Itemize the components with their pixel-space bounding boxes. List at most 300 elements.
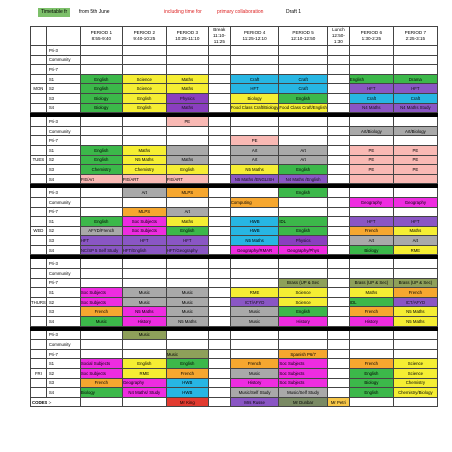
lesson-cell: English [80, 217, 122, 227]
period-time: 11:10-11:25 [212, 33, 226, 44]
period-time: 12:10-12:50 [290, 36, 316, 41]
lesson-cell: French [80, 378, 122, 388]
table-row [31, 117, 438, 127]
lesson-cell: Soc Subjects [279, 378, 328, 388]
period-time: 10:25-11:10 [175, 36, 200, 41]
lesson-cell: French [349, 307, 393, 317]
lesson-cell: MLPS [166, 188, 208, 198]
lesson-cell: Music/Self Study [279, 388, 328, 398]
lesson-cell: Biology [349, 245, 393, 255]
table-row [31, 269, 438, 279]
lesson-cell: History [230, 378, 279, 388]
lesson-cell [230, 349, 279, 359]
lesson-cell: Music [230, 317, 279, 327]
lesson-cell [80, 117, 122, 127]
period-header [349, 27, 393, 46]
lesson-cell: PE [393, 165, 437, 175]
table-row [31, 188, 438, 198]
lesson-cell: Music [166, 349, 208, 359]
lesson-cell [208, 117, 230, 127]
period-time: 9:40-10:25 [133, 36, 156, 41]
lesson-cell: Maths [166, 84, 208, 94]
lesson-cell [80, 269, 122, 279]
lesson-cell [166, 65, 208, 75]
lesson-cell [327, 349, 349, 359]
codes-label: CODES :- [31, 397, 81, 407]
table-row [31, 259, 438, 269]
lesson-cell: Biology [80, 103, 122, 113]
lesson-cell [327, 155, 349, 165]
lesson-cell: Science [122, 84, 166, 94]
lesson-cell: Spanish P6/7 [279, 349, 328, 359]
lesson-cell: Science [393, 359, 437, 369]
lesson-cell: Food Class Craft/Biology [230, 103, 279, 113]
lesson-cell: Art [166, 207, 208, 217]
lesson-cell: Art [349, 236, 393, 246]
timetable-from: from 5th June [79, 9, 110, 15]
lesson-cell: N5 Maths [122, 155, 166, 165]
lesson-cell: English [279, 93, 328, 103]
day-label: WED [31, 226, 47, 236]
lesson-cell: N5 Maths [122, 307, 166, 317]
class-label: S3 [46, 165, 80, 175]
lesson-cell: HWB [230, 226, 279, 236]
lesson-cell [208, 378, 230, 388]
lesson-cell [349, 136, 393, 146]
lesson-cell [208, 197, 230, 207]
lesson-cell [122, 340, 166, 350]
table-row [31, 288, 438, 298]
lesson-cell: Craft [230, 74, 279, 84]
lesson-cell [230, 65, 279, 75]
lesson-cell [122, 65, 166, 75]
lesson-cell: History [122, 317, 166, 327]
lesson-cell [327, 145, 349, 155]
lesson-cell: N5 Maths [393, 317, 437, 327]
period-name: Break [213, 27, 226, 32]
lesson-cell: Music [80, 317, 122, 327]
lesson-cell [208, 174, 230, 184]
table-row [31, 340, 438, 350]
class-label: S1 [46, 359, 80, 369]
lesson-cell [393, 174, 437, 184]
day-label [31, 74, 47, 84]
lesson-cell: Geography [122, 378, 166, 388]
period-header [327, 27, 349, 46]
lesson-cell [80, 188, 122, 198]
lesson-cell: HFT [349, 84, 393, 94]
lesson-cell [80, 340, 122, 350]
lesson-cell [327, 317, 349, 327]
table-row [31, 136, 438, 146]
table-row [31, 307, 438, 317]
header-note-collaboration: primary collaboration [217, 9, 264, 15]
lesson-cell: Geography/RMAR [230, 245, 279, 255]
lesson-cell: Maths [166, 217, 208, 227]
lesson-cell: Geography [349, 197, 393, 207]
period-header [122, 27, 166, 46]
lesson-cell [349, 269, 393, 279]
lesson-cell [122, 136, 166, 146]
day-label [31, 378, 47, 388]
table-row [31, 217, 438, 227]
lesson-cell [279, 330, 328, 340]
class-label: Pri-3 [46, 117, 80, 127]
lesson-cell [166, 330, 208, 340]
class-label: Community [46, 55, 80, 65]
class-label: S3 [46, 93, 80, 103]
lesson-cell [230, 278, 279, 288]
lesson-cell [208, 65, 230, 75]
class-label: S1 [46, 217, 80, 227]
lesson-cell: Art [230, 145, 279, 155]
lesson-cell [208, 245, 230, 255]
lesson-cell [327, 236, 349, 246]
teacher-code: Mr King [166, 397, 208, 407]
lesson-cell: NC/SP 5 Self Study [80, 245, 122, 255]
lesson-cell [208, 297, 230, 307]
lesson-cell [122, 259, 166, 269]
lesson-cell [349, 117, 393, 127]
lesson-cell: Biology [80, 93, 122, 103]
class-label: S1 [46, 288, 80, 298]
lesson-cell: Art [122, 188, 166, 198]
lesson-cell: English [349, 369, 393, 379]
lesson-cell: Brass (UP & Sec) [393, 278, 437, 288]
lesson-cell: HFT [80, 236, 122, 246]
lesson-cell [208, 288, 230, 298]
lesson-cell [327, 165, 349, 175]
lesson-cell [208, 188, 230, 198]
lesson-cell: English [122, 359, 166, 369]
lesson-cell [393, 55, 437, 65]
lesson-cell [80, 65, 122, 75]
lesson-cell [327, 126, 349, 136]
class-label: Community [46, 340, 80, 350]
lesson-cell: Physics [279, 236, 328, 246]
lesson-cell: Biology [349, 378, 393, 388]
lesson-cell: ICT/AFYD [230, 297, 279, 307]
day-label [31, 288, 47, 298]
class-label: Pri-3 [46, 46, 80, 56]
period-header [230, 27, 279, 46]
table-row [31, 317, 438, 327]
lesson-cell: N4 Maths [349, 103, 393, 113]
lesson-cell: Art [393, 236, 437, 246]
lesson-cell [208, 359, 230, 369]
table-row [31, 65, 438, 75]
lesson-cell: PE [393, 155, 437, 165]
lesson-cell: Computing [230, 197, 279, 207]
table-row [31, 278, 438, 288]
lesson-cell [279, 126, 328, 136]
lesson-cell [279, 259, 328, 269]
lesson-cell [327, 65, 349, 75]
lesson-cell: RME [393, 245, 437, 255]
lesson-cell: Soc Subjects [122, 226, 166, 236]
lesson-cell [80, 197, 122, 207]
lesson-cell: Drama [393, 74, 437, 84]
table-row [31, 174, 438, 184]
class-label: S2 [46, 155, 80, 165]
lesson-cell: English [122, 93, 166, 103]
lesson-cell: HFT [393, 84, 437, 94]
lesson-cell [122, 278, 166, 288]
class-label: S4 [46, 317, 80, 327]
class-label: S1 [46, 145, 80, 155]
lesson-cell [327, 103, 349, 113]
day-label [31, 349, 47, 359]
lesson-cell [166, 340, 208, 350]
lesson-cell: Art/Biology [349, 126, 393, 136]
class-label: S2 [46, 84, 80, 94]
lesson-cell: PE [393, 145, 437, 155]
period-header [46, 27, 80, 46]
class-label: Community [46, 269, 80, 279]
lesson-cell [208, 317, 230, 327]
lesson-cell: Chemistry [122, 165, 166, 175]
period-name: PERIOD 1 [90, 30, 113, 35]
table-row [31, 378, 438, 388]
day-label [31, 388, 47, 398]
period-time: 2:25-3:15 [405, 36, 426, 41]
table-row [31, 359, 438, 369]
lesson-cell [393, 188, 437, 198]
lesson-cell: Soc Subjects [80, 288, 122, 298]
class-label: S3 [46, 307, 80, 317]
lesson-cell: English [80, 74, 122, 84]
lesson-cell: N5 Maths [166, 317, 208, 327]
lesson-cell [230, 126, 279, 136]
lesson-cell: Chemistry [80, 165, 122, 175]
lesson-cell: Brass (UP & Sec [279, 278, 328, 288]
class-label: Community [46, 197, 80, 207]
lesson-cell [349, 188, 393, 198]
lesson-cell: English [349, 74, 393, 84]
lesson-cell [208, 126, 230, 136]
table-row [31, 103, 438, 113]
table-row [31, 245, 438, 255]
lesson-cell [349, 55, 393, 65]
lesson-cell: Science [122, 74, 166, 84]
lesson-cell [208, 103, 230, 113]
lesson-cell [166, 126, 208, 136]
class-label: S2 [46, 297, 80, 307]
lesson-cell: HFT [349, 217, 393, 227]
lesson-cell [166, 145, 208, 155]
lesson-cell: Music [230, 307, 279, 317]
lesson-cell [208, 340, 230, 350]
lesson-cell [327, 117, 349, 127]
lesson-cell: P.E/ART [166, 174, 208, 184]
lesson-cell: Soc Subjects [122, 217, 166, 227]
lesson-cell: Brass (UP & Sec) [349, 278, 393, 288]
lesson-cell [80, 126, 122, 136]
lesson-cell: HFT/Geography [166, 245, 208, 255]
lesson-cell: English [122, 103, 166, 113]
lesson-cell [208, 74, 230, 84]
lesson-cell [349, 340, 393, 350]
lesson-cell: English [279, 165, 328, 175]
period-name: PERIOD 2 [133, 30, 156, 35]
day-label [31, 197, 47, 207]
lesson-cell: ICT/AFYD [393, 297, 437, 307]
lesson-cell [327, 217, 349, 227]
period-name: PERIOD 3 [176, 30, 199, 35]
day-label [31, 359, 47, 369]
timetable-badge: Timetable fr [38, 8, 70, 17]
lesson-cell [279, 207, 328, 217]
class-label: Community [46, 126, 80, 136]
period-header [80, 27, 122, 46]
lesson-cell: Music/Self Study [230, 388, 279, 398]
lesson-cell: IDL [349, 297, 393, 307]
lesson-cell: Soc Subjects [279, 369, 328, 379]
lesson-cell: Art [279, 145, 328, 155]
lesson-cell [327, 359, 349, 369]
day-label: FRI [31, 369, 47, 379]
table-row [31, 165, 438, 175]
day-label [31, 236, 47, 246]
teacher-code [208, 397, 230, 407]
day-label [31, 55, 47, 65]
period-name: PERIOD 7 [404, 30, 427, 35]
lesson-cell [327, 55, 349, 65]
lesson-cell [327, 369, 349, 379]
lesson-cell [80, 278, 122, 288]
lesson-cell [327, 245, 349, 255]
day-label [31, 65, 47, 75]
lesson-cell: PE [166, 117, 208, 127]
lesson-cell: French [230, 359, 279, 369]
day-label: MON [31, 84, 47, 94]
day-label [31, 103, 47, 113]
lesson-cell [393, 207, 437, 217]
lesson-cell [327, 188, 349, 198]
day-label [31, 174, 47, 184]
lesson-cell: Maths [166, 103, 208, 113]
teacher-code: Mr Petri [327, 397, 349, 407]
day-label [31, 188, 47, 198]
lesson-cell [208, 165, 230, 175]
lesson-cell [349, 259, 393, 269]
lesson-cell [393, 46, 437, 56]
day-label: TUES [31, 155, 47, 165]
class-label: S2 [46, 369, 80, 379]
lesson-cell [393, 65, 437, 75]
lesson-cell [122, 269, 166, 279]
period-time: 12:50-1:30 [331, 33, 345, 44]
class-label: S1 [46, 74, 80, 84]
period-name: PERIOD 4 [243, 30, 266, 35]
lesson-cell [279, 117, 328, 127]
lesson-cell: Biology [80, 388, 122, 398]
lesson-cell: English [279, 226, 328, 236]
lesson-cell [327, 74, 349, 84]
day-label [31, 278, 47, 288]
lesson-cell [122, 46, 166, 56]
lesson-cell: Music [230, 369, 279, 379]
lesson-cell [208, 55, 230, 65]
lesson-cell: N4 Maths/ Study [122, 388, 166, 398]
lesson-cell [80, 349, 122, 359]
lesson-cell: Science [393, 369, 437, 379]
lesson-cell [327, 84, 349, 94]
lesson-cell: PE [230, 136, 279, 146]
day-label [31, 217, 47, 227]
lesson-cell: French [80, 307, 122, 317]
lesson-cell: English [80, 84, 122, 94]
lesson-cell [327, 307, 349, 317]
lesson-cell: Soc Subjects [80, 297, 122, 307]
class-label: S4 [46, 245, 80, 255]
lesson-cell [349, 174, 393, 184]
lesson-cell: Music [166, 288, 208, 298]
table-row [31, 74, 438, 84]
lesson-cell [327, 207, 349, 217]
lesson-cell: French [349, 226, 393, 236]
lesson-cell: English [279, 307, 328, 317]
timetable-header [0, 0, 452, 26]
lesson-cell: Music [166, 307, 208, 317]
day-label [31, 340, 47, 350]
header-note: including time for [164, 9, 202, 15]
lesson-cell [327, 278, 349, 288]
lesson-cell: Craft [279, 74, 328, 84]
period-header [393, 27, 437, 46]
lesson-cell [327, 297, 349, 307]
day-label [31, 117, 47, 127]
lesson-cell [208, 145, 230, 155]
lesson-cell: Soc Subjects [279, 359, 328, 369]
lesson-cell [208, 84, 230, 94]
day-label [31, 46, 47, 56]
lesson-cell: Biology [230, 93, 279, 103]
lesson-cell: Music [166, 297, 208, 307]
lesson-cell [327, 259, 349, 269]
table-row [31, 236, 438, 246]
lesson-cell: HFT [122, 236, 166, 246]
lesson-cell: N5 Maths /ENGLISH [230, 174, 279, 184]
lesson-cell [208, 226, 230, 236]
lesson-cell: Food Class Craft/English [279, 103, 328, 113]
class-label: Pri-7 [46, 207, 80, 217]
class-label: S4 [46, 388, 80, 398]
lesson-cell: PE [349, 165, 393, 175]
lesson-cell [166, 55, 208, 65]
lesson-cell [122, 197, 166, 207]
lesson-cell: French [349, 359, 393, 369]
lesson-cell: P.E/ART [122, 174, 166, 184]
period-time: 11:25-12:10 [242, 36, 267, 41]
lesson-cell: HFT [230, 84, 279, 94]
lesson-cell [279, 340, 328, 350]
lesson-cell [208, 46, 230, 56]
class-label: S3 [46, 378, 80, 388]
lesson-cell: English [166, 226, 208, 236]
lesson-cell [327, 46, 349, 56]
codes-row [31, 397, 438, 407]
table-row [31, 55, 438, 65]
lesson-cell: Science [279, 297, 328, 307]
lesson-cell [80, 330, 122, 340]
lesson-cell: Geography [393, 197, 437, 207]
lesson-cell: Art [279, 155, 328, 165]
lesson-cell [208, 207, 230, 217]
lesson-cell [122, 117, 166, 127]
class-label: Pri-3 [46, 259, 80, 269]
draft-label: Draft 1 [286, 9, 302, 15]
